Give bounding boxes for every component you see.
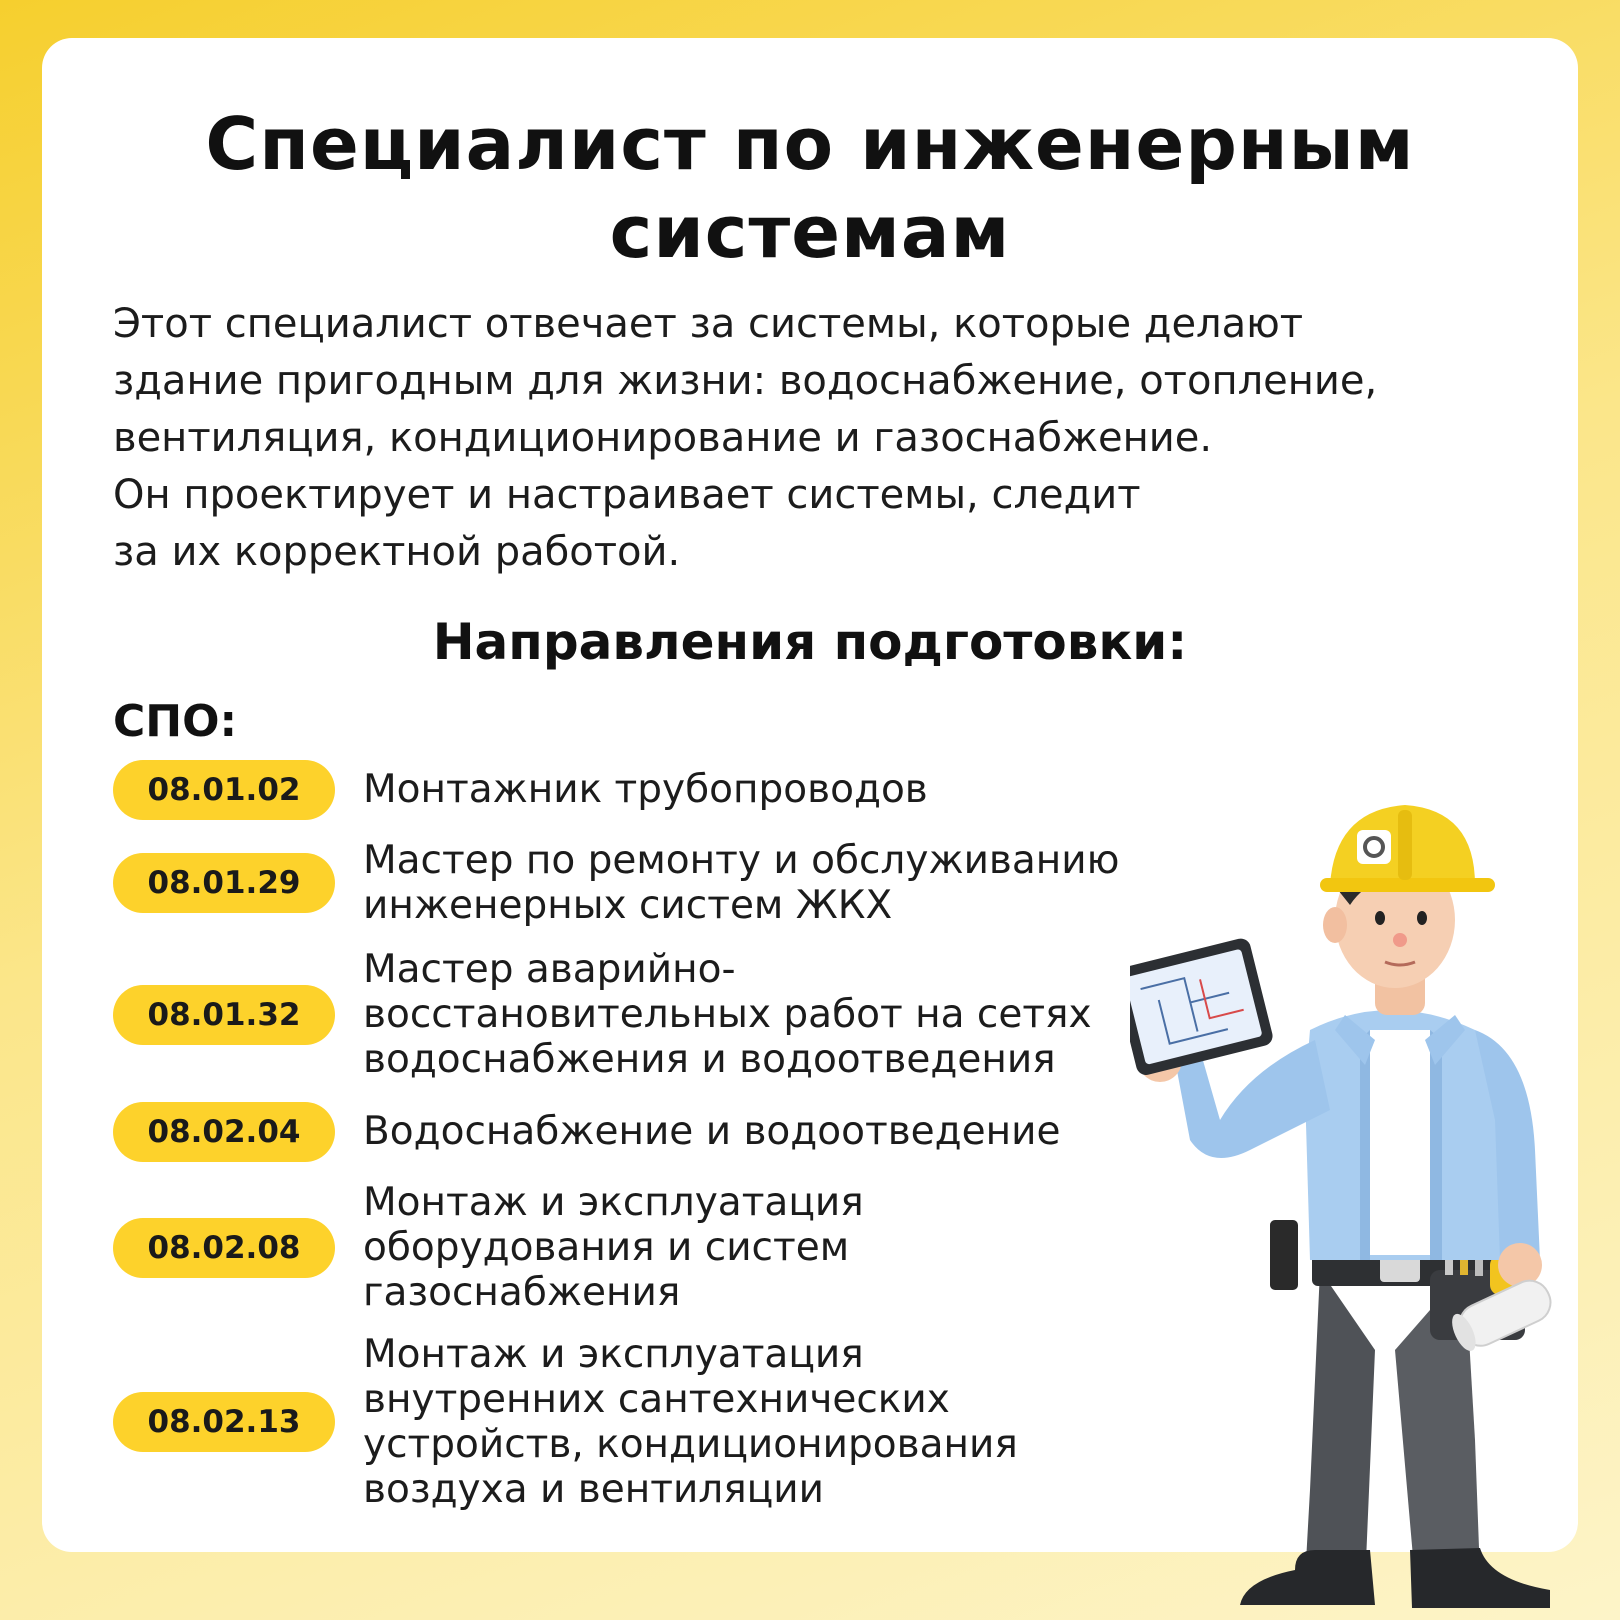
title-line-1: Специалист по инженерным — [205, 102, 1415, 186]
intro-line-1: Этот специалист отвечает за системы, которые делают — [113, 301, 1304, 347]
program-code-badge: 08.02.08 — [113, 1218, 335, 1278]
program-name — [363, 947, 1263, 1082]
program-name-line: Монтажник трубопроводов — [363, 767, 928, 812]
program-item — [113, 947, 1163, 1082]
program-name-line: оборудования и систем — [363, 1225, 850, 1270]
intro-paragraph — [113, 296, 1513, 581]
intro-line-3: вентиляция, кондиционирование и газоснабжение. — [113, 415, 1213, 461]
program-name-line: инженерных систем ЖКХ — [363, 883, 893, 928]
program-code-badge: 08.02.04 — [113, 1102, 335, 1162]
title-line-2: системам — [609, 190, 1011, 274]
program-name-line: восстановительных работ на сетях — [363, 992, 1092, 1037]
program-name-line: газоснабжения — [363, 1270, 681, 1315]
program-code-badge: 08.02.13 — [113, 1392, 335, 1452]
program-name-line: Мастер аварийно- — [363, 947, 736, 992]
program-name — [363, 767, 1263, 812]
program-name-line: Монтаж и эксплуатация — [363, 1332, 864, 1377]
program-name-line: Монтаж и эксплуатация — [363, 1180, 864, 1225]
program-item — [113, 1102, 1163, 1162]
intro-line-2: здание пригодным для жизни: водоснабжение, отопление, — [113, 358, 1378, 404]
program-name-line: Мастер по ремонту и обслуживанию — [363, 838, 1120, 883]
program-item — [113, 1180, 1163, 1315]
program-name-line: Водоснабжение и водоотведение — [363, 1109, 1061, 1154]
page-title — [0, 100, 1620, 276]
program-item — [113, 760, 1163, 820]
program-name-line: внутренних сантехнических — [363, 1377, 950, 1422]
program-code-badge: 08.01.29 — [113, 853, 335, 913]
intro-line-5: за их корректной работой. — [113, 529, 681, 575]
program-name — [363, 1180, 1263, 1315]
program-code-badge: 08.01.32 — [113, 985, 335, 1045]
engineer-with-tablet-illustration — [1130, 790, 1570, 1620]
program-name — [363, 838, 1263, 928]
program-code-badge: 08.01.02 — [113, 760, 335, 820]
program-name — [363, 1109, 1263, 1154]
section-subtitle: Направления подготовки: — [432, 613, 1188, 671]
program-name-line: устройств, кондиционирования — [363, 1422, 1018, 1467]
program-name-line: водоснабжения и водоотведения — [363, 1037, 1056, 1082]
program-name — [363, 1332, 1263, 1512]
program-item — [113, 1332, 1163, 1512]
program-name-line: воздуха и вентиляции — [363, 1467, 824, 1512]
program-item — [113, 838, 1163, 928]
spo-label: СПО: — [113, 696, 238, 747]
intro-line-4: Он проектирует и настраивает системы, следит — [113, 472, 1141, 518]
